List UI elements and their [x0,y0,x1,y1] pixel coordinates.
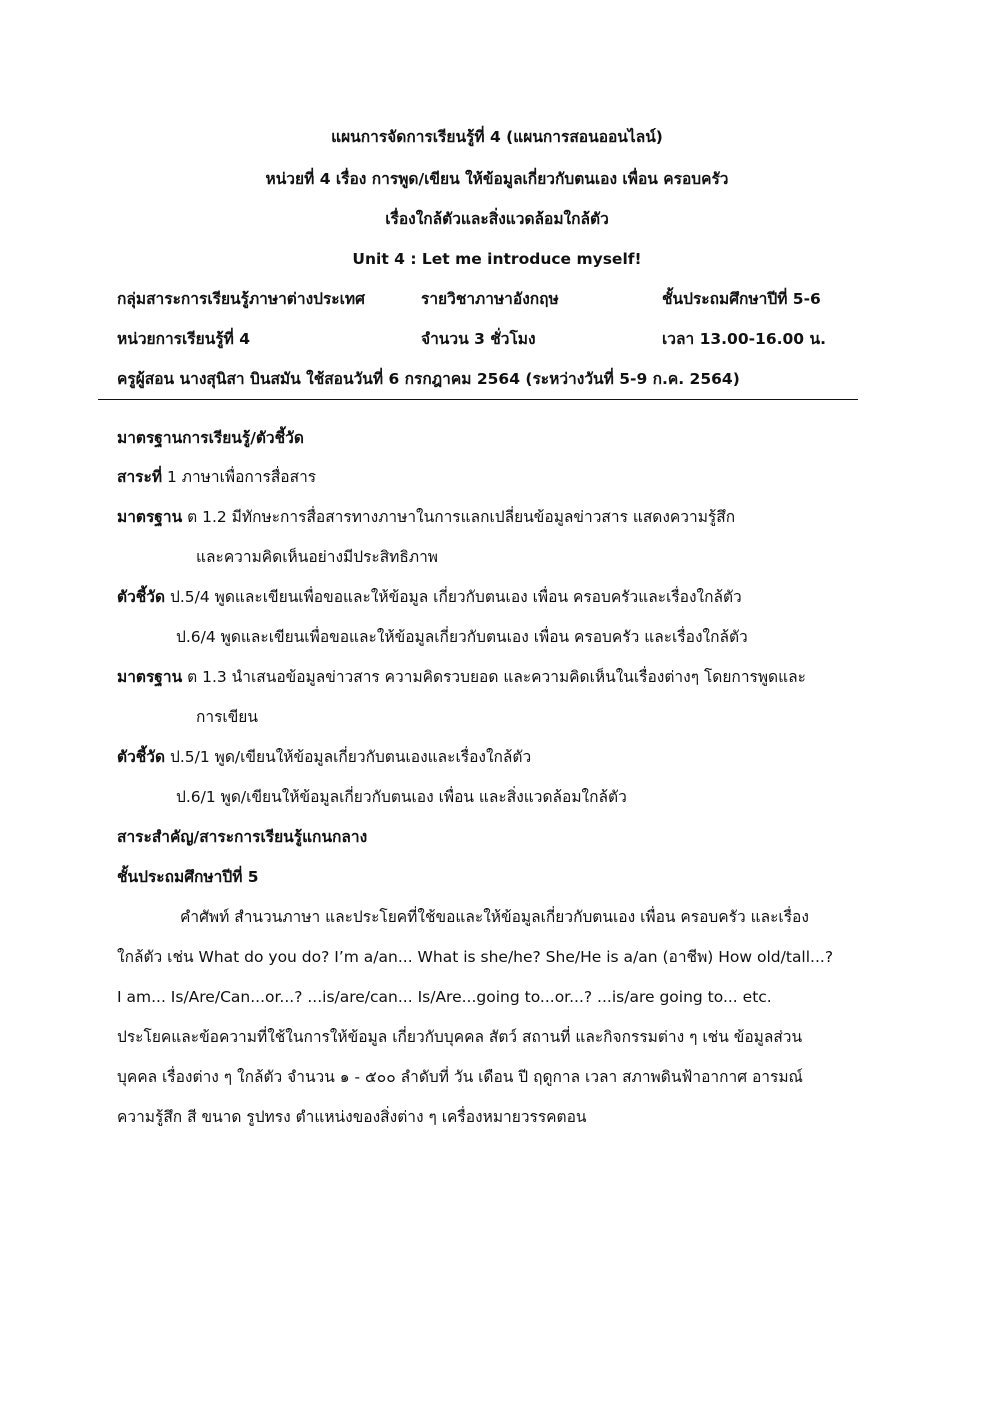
subject-group: กลุ่มสาระการเรียนรู้ภาษาต่างประเทศ [117,290,365,308]
indicator-1-label: ตัวชี้วัด [117,588,166,606]
indicator-2-label: ตัวชี้วัด [117,748,166,766]
paragraph-1-line-2: ใกล้ตัว เช่น What do you do? I’m a/an... What is she/he? She/He is a/an (อาชีพ) How old/tall...? [117,948,834,966]
unit-title: หน่วยที่ 4 เรื่อง การพูด/เขียน ให้ข้อมูลเกี่ยวกับตนเอง เพื่อน ครอบครัว [265,170,729,188]
grade-heading: ชั้นประถมศึกษาปีที่ 5 [117,868,259,886]
hours: จำนวน 3 ชั่วโมง [421,330,536,348]
unit-english-title: Unit 4 : Let me introduce myself! [352,250,642,268]
paragraph-1-line-3: I am... Is/Are/Can...or...? ...is/are/can... Is/Are...going to...or...? ...is/are going to... etc. [117,988,772,1006]
standard-2-line [117,667,806,687]
content-heading: สาระสำคัญ/สาระการเรียนรู้แกนกลาง [117,828,368,846]
strand-text: 1 ภาษาเพื่อการสื่อสาร [162,468,317,486]
indicator-2-line [117,747,531,767]
plan-title: แผนการจัดการเรียนรู้ที่ 4 (แผนการสอนออนไลน์) [331,128,663,146]
paragraph-2-line-1: ประโยคและข้อความที่ใช้ในการให้ข้อมูล เกี่ยวกับบุคคล สัตว์ สถานที่ และกิจกรรมต่าง ๆ เช่น ข้อมูลส่วน [117,1028,803,1046]
teacher-date: ครูผู้สอน นางสุนิสา บินสมัน ใช้สอนวันที่ 6 กรกฎาคม 2564 (ระหว่างวันที่ 5-9 ก.ค. 2564) [117,370,740,388]
indicator-2b: ป.6/1 พูด/เขียนให้ข้อมูลเกี่ยวกับตนเอง เพื่อน และสิ่งแวดล้อมใกล้ตัว [176,788,627,806]
unit-subtitle: เรื่องใกล้ตัวและสิ่งแวดล้อมใกล้ตัว [385,210,609,228]
standard-1-line [117,507,735,527]
indicator-1-text: ป.5/4 พูดและเขียนเพื่อขอและให้ข้อมูล เกี่ยวกับตนเอง เพื่อน ครอบครัวและเรื่องใกล้ตัว [165,588,742,606]
paragraph-2-line-2: บุคคล เรื่องต่าง ๆ ใกล้ตัว จำนวน ๑ - ๕๐๐ ลำดับที่ วัน เดือน ปี ฤดูกาล เวลา สภาพดินฟ้าอากาศ อารมณ์ [117,1068,803,1086]
learning-unit: หน่วยการเรียนรู้ที่ 4 [117,330,251,348]
course-name: รายวิชาภาษาอังกฤษ [421,290,559,308]
standard-1-label: มาตรฐาน [117,508,183,526]
standards-heading: มาตรฐานการเรียนรู้/ตัวชี้วัด [117,429,304,447]
indicator-2-text: ป.5/1 พูด/เขียนให้ข้อมูลเกี่ยวกับตนเองและเรื่องใกล้ตัว [165,748,532,766]
standard-1-text: ต 1.2 มีทักษะการสื่อสารทางภาษาในการแลกเปลี่ยนข้อมูลข่าวสาร แสดงความรู้สึก [182,508,736,526]
strand-line [117,467,316,487]
indicator-1b: ป.6/4 พูดและเขียนเพื่อขอและให้ข้อมูลเกี่ยวกับตนเอง เพื่อน ครอบครัว และเรื่องใกล้ตัว [176,628,748,646]
strand-label: สาระที่ [117,468,163,486]
header-divider [98,399,858,400]
paragraph-1-line-1: คำศัพท์ สำนวนภาษา และประโยคที่ใช้ขอและให้ข้อมูลเกี่ยวกับตนเอง เพื่อน ครอบครัว และเรื่อง [180,908,809,926]
paragraph-2-line-3: ความรู้สึก สี ขนาด รูปทรง ตำแหน่งของสิ่งต่าง ๆ เครื่องหมายวรรคตอน [117,1108,587,1126]
standard-2-label: มาตรฐาน [117,668,183,686]
standard-2-continuation: การเขียน [196,708,258,726]
time: เวลา 13.00-16.00 น. [662,330,826,348]
grade-level: ชั้นประถมศึกษาปีที่ 5-6 [662,290,821,308]
indicator-1-line [117,587,742,607]
standard-1-continuation: และความคิดเห็นอย่างมีประสิทธิภาพ [196,548,438,566]
standard-2-text: ต 1.3 นำเสนอข้อมูลข่าวสาร ความคิดรวบยอด และความคิดเห็นในเรื่องต่างๆ โดยการพูดและ [182,668,806,686]
